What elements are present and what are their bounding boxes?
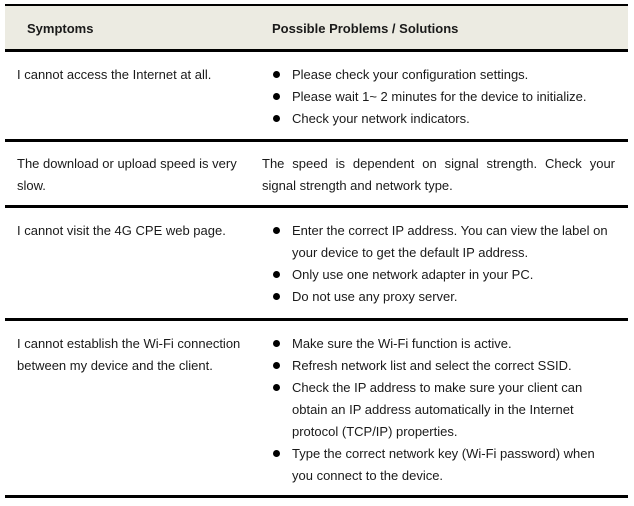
symptom-text: The download or upload speed is very slow. [17,156,237,193]
symptom-text: I cannot visit the 4G CPE web page. [17,223,226,238]
solution-list [262,64,615,130]
solution-text: The speed is dependent on signal strength. Check your signal strength and network type. [262,156,615,193]
list-item: Make sure the Wi-Fi function is active. [262,333,615,355]
list-item: Please check your configuration settings. [262,64,615,86]
list-item: Do not use any proxy server. [262,286,615,308]
solution-list [262,333,615,487]
list-item: Check your network indicators. [262,108,615,130]
symptom-text: I cannot access the Internet at all. [17,67,212,82]
bullet-icon [273,450,280,457]
bullet-icon [273,362,280,369]
bullet-icon [273,227,280,234]
bullet-icon [273,340,280,347]
symptom-text: I cannot establish the Wi-Fi connection between my device and the client. [17,336,241,373]
bullet-icon [273,271,280,278]
table-row [5,142,628,208]
bullet-icon [273,71,280,78]
bullet-icon [273,293,280,300]
table-row [5,52,628,142]
header-solutions: Possible Problems / Solutions [272,21,459,36]
list-item: Check the IP address to make sure your client can obtain an IP address automatically in the Internet protocol (TCP/IP) properties. [262,377,615,443]
table-row [5,321,628,498]
table-header [5,4,628,52]
header-symptoms: Symptoms [27,21,94,36]
bullet-icon [273,93,280,100]
table-row [5,208,628,321]
list-item: Please wait 1~ 2 minutes for the device to initialize. [262,86,615,108]
list-item: Type the correct network key (Wi-Fi password) when you connect to the device. [262,443,615,487]
list-item: Refresh network list and select the correct SSID. [262,355,615,377]
solution-list [262,220,615,308]
list-item: Only use one network adapter in your PC. [262,264,615,286]
bullet-icon [273,384,280,391]
troubleshooting-table [5,4,628,498]
list-item: Enter the correct IP address. You can view the label on your device to get the default IP address. [262,220,615,264]
bullet-icon [273,115,280,122]
